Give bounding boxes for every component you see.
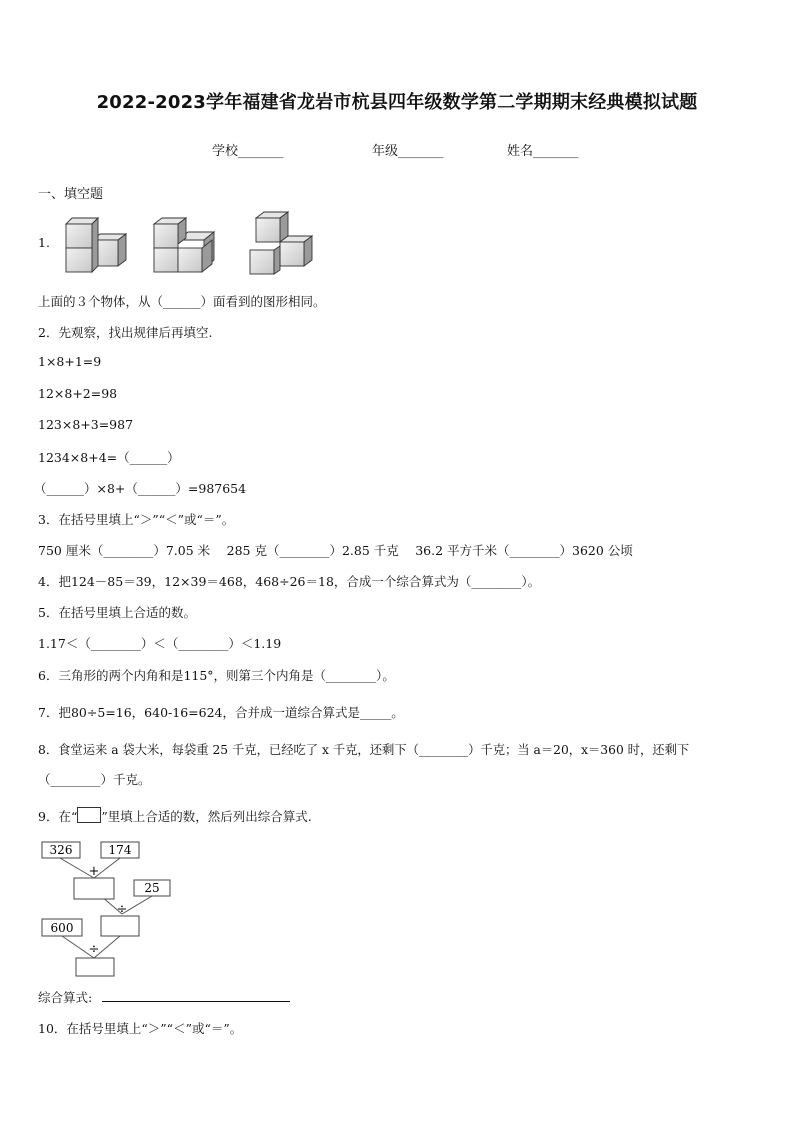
q9-diagram [38, 838, 178, 980]
page-title: 2022-2023学年福建省龙岩市杭县四年级数学第二学期期末经典模拟试题 [96, 92, 698, 113]
school-blank: _______ [238, 144, 284, 159]
q3-stem: 3．在括号里填上“＞”“＜”或“＝”。 [38, 512, 235, 527]
cube-figures [60, 208, 330, 280]
grade-blank: _______ [398, 144, 444, 159]
grade-label: 年级 [372, 144, 399, 159]
cube-figure-2 [154, 218, 214, 272]
q2-line-5: （______）×8+（______）=987654 [34, 481, 247, 496]
q4-text: 4．把124－85＝39，12×39＝468，468÷26＝18，合成一个综合算式为（________）。 [38, 574, 541, 589]
q8-line-2: （________）千克。 [38, 772, 151, 787]
section-heading: 一、填空题 [38, 187, 104, 202]
q3-items: 750 厘米（________）7.05 米 285 克（________）2.85 千克 36.2 平方千米（________）3620 公顷 [38, 543, 633, 558]
q5-stem: 5．在括号里填上合适的数。 [38, 605, 196, 620]
grade-field [372, 140, 444, 159]
q10-text: 10．在括号里填上“＞”“＜”或“＝”。 [38, 1021, 243, 1036]
q9-stem-start: 9．在“ [38, 809, 78, 824]
school-label: 学校 [212, 144, 239, 159]
q2-line-1: 1×8+1=9 [38, 354, 102, 369]
q1-number: 1. [38, 235, 50, 250]
q9-answer [38, 988, 290, 1006]
school-field [212, 140, 284, 159]
q6-text: 6．三角形的两个内角和是115°，则第三个内角是（________）。 [38, 668, 395, 683]
q2-line-4: 1234×8+4=（______） [38, 450, 180, 465]
q9-stem [38, 807, 312, 825]
diagram-blank-box-3 [76, 958, 114, 976]
diagram-blank-box-2 [101, 916, 139, 936]
cube-figure-3 [250, 212, 312, 274]
q1-text: 上面的３个物体，从（______）面看到的图形相同。 [38, 294, 326, 309]
q2-stem: 2．先观察，找出规律后再填空. [38, 325, 213, 340]
name-blank: _______ [533, 144, 579, 159]
q9-stem-end: ”里填上合适的数，然后列出综合算式. [101, 809, 312, 824]
q2-line-3: 123×8+3=987 [38, 417, 134, 432]
diagram-divide-sign-2: ÷ [88, 942, 100, 957]
name-field [507, 140, 579, 159]
q5-line: 1.17＜（________）＜（________）＜1.19 [38, 636, 282, 651]
name-label: 姓名 [507, 144, 534, 159]
diagram-plus-sign: + [88, 864, 100, 879]
q9-answer-label: 综合算式: [38, 990, 93, 1005]
diagram-number-326: 326 [49, 843, 73, 857]
q8-line-1: 8．食堂运来 a 袋大米，每袋重 25 千克，已经吃了 x 千克，还剩下（________）千克；当 a＝20，x＝360 时，还剩下 [38, 743, 690, 757]
diagram-number-174: 174 [108, 843, 132, 857]
q2-line-2: 12×8+2=98 [38, 386, 118, 401]
diagram-number-25: 25 [144, 881, 160, 895]
q7-text: 7．把80÷5=16，640-16=624，合并成一道综合算式是_____。 [38, 705, 404, 720]
diagram-number-600: 600 [50, 921, 74, 935]
q9-box-symbol [77, 807, 101, 823]
q9-answer-line [102, 989, 290, 1002]
cube-figure-1 [66, 218, 126, 272]
diagram-blank-box-1 [74, 878, 114, 899]
diagram-divide-sign-1: ÷ [116, 902, 128, 917]
